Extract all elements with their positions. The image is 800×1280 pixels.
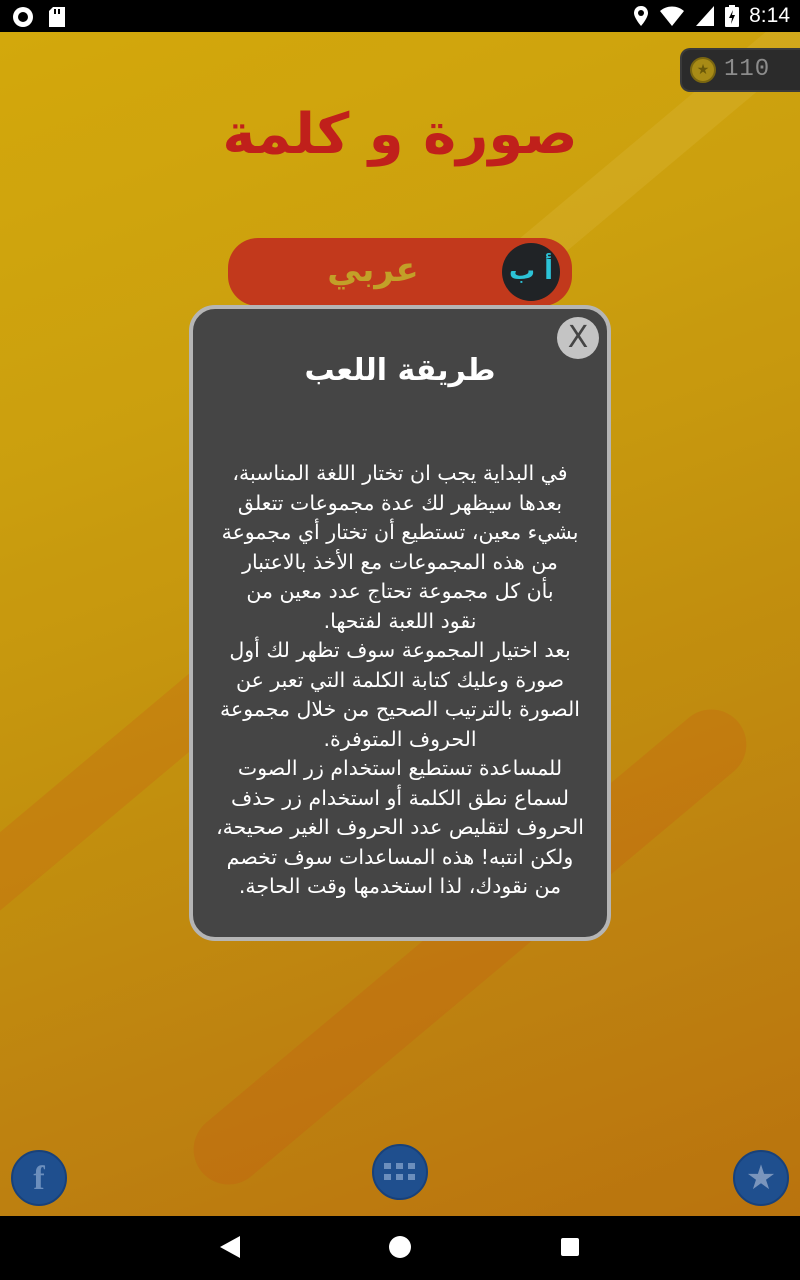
coin-star-icon: ★	[690, 57, 716, 83]
alphabet-icon: أ ب	[502, 243, 560, 301]
sd-card-icon	[48, 6, 66, 28]
recents-icon[interactable]	[561, 1238, 579, 1256]
wifi-icon	[659, 5, 685, 27]
clock: 8:14	[749, 4, 790, 27]
star-icon: ★	[745, 1158, 777, 1198]
rate-button[interactable]	[733, 1150, 789, 1206]
location-icon	[633, 5, 649, 27]
back-icon[interactable]	[220, 1236, 240, 1258]
body-line: الصورة بالترتيب الصحيح من خلال مجموعة	[220, 697, 580, 721]
dialog-body	[211, 459, 589, 902]
game-title: صورة و كلمة	[222, 102, 578, 167]
body-line: لسماع نطق الكلمة أو استخدام زر حذف	[231, 785, 569, 810]
language-label: عربي	[327, 250, 419, 290]
coin-counter	[680, 48, 800, 92]
body-line: بأن كل مجموعة تحتاج عدد معين من	[246, 579, 554, 603]
home-icon[interactable]	[389, 1236, 411, 1258]
body-line: بعد اختيار المجموعة سوف تظهر لك أول	[229, 638, 571, 662]
menu-button[interactable]	[372, 1144, 428, 1200]
signal-icon	[695, 5, 715, 27]
body-line: من نقودك، لذا استخدمها وقت الحاجة.	[238, 874, 562, 898]
body-line: بعدها سيظهر لك عدة مجموعات تتعلق	[237, 490, 563, 515]
dialog-title: طريقة اللعب	[304, 353, 496, 388]
language-button[interactable]	[228, 238, 572, 306]
body-line: ولكن انتبه! هذه المساعدات سوف تخصم	[226, 844, 574, 869]
body-line: الحروف لتقليص عدد الحروف الغير صحيحة،	[216, 815, 584, 839]
close-button[interactable]: X	[557, 317, 599, 359]
body-line: صورة وعليك كتابة الكلمة التي تعبر عن	[235, 667, 565, 692]
body-line: نقود اللعبة لفتحها.	[323, 608, 477, 633]
coin-value: 110	[724, 56, 771, 83]
grid-menu-icon	[380, 1159, 420, 1187]
body-line: بشيء معين، تستطيع أن تختار أي مجموعة	[221, 520, 579, 544]
battery-charging-icon	[725, 5, 739, 27]
body-line: من هذه المجموعات مع الأخذ بالاعتبار	[242, 549, 558, 574]
body-line: للمساعدة تستطيع استخدام زر الصوت	[237, 756, 563, 780]
facebook-button[interactable]: f	[11, 1150, 67, 1206]
body-line: في البداية يجب ان تختار اللغة المناسبة،	[232, 461, 568, 485]
sync-circle-icon	[12, 6, 34, 28]
body-line: الحروف المتوفرة.	[323, 726, 477, 751]
how-to-play-dialog	[189, 305, 611, 941]
status-bar	[0, 0, 800, 32]
navigation-bar	[0, 1216, 800, 1280]
